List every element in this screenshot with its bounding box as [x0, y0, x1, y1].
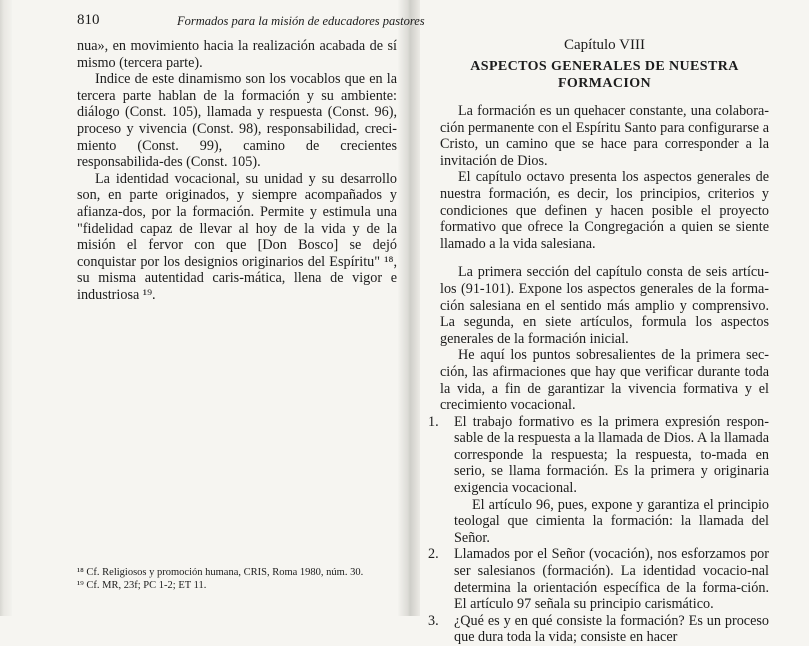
left-page [62, 0, 425, 616]
chapter-title-line: ASPECTOS GENERALES DE NUESTRA [470, 59, 739, 74]
running-head-title: Formados para la misión de educadores pastores [177, 14, 425, 28]
paragraph: El capítulo octavo presenta los aspectos generales de nuestra formación, es decir, los principios, criterios y condiciones que definen y hacen posible el proyecto formativo que ofrece la Congregación a quien se siente llamado a la vida salesiana. [440, 169, 769, 252]
paragraph: Indice de este dinamismo son los vocablos que en la tercera parte hablan de la formación y su ambiente: diálogo (Const. 105), llamada y respuesta (Const. 96), proceso y vivencia (Const. 98), responsabilidad, creci-miento (Const. 99), camino de crecientes responsabilida-des (Const. 105). [77, 71, 397, 171]
page-number: 810 [77, 12, 100, 28]
page-edge-shadow [0, 0, 12, 616]
book-gutter [398, 0, 420, 616]
chapter-title-line: FORMACION [557, 76, 652, 91]
list-item [428, 612, 769, 646]
paragraph: nua», en movimiento hacia la realización acabada de sí mismo (tercera parte). [77, 38, 397, 71]
list-text: El trabajo formativo es la primera expresión respon-sable de la respuesta a la llamada de Dios. A la llamada corresponde la respuesta; la respuesta, to-mada en serio, se llama formación. Es la primera y originaria exigencia vocacional. [454, 413, 769, 497]
footnote: ¹⁸ Cf. Religiosos y promoción humana, CRIS, Roma 1980, núm. 30. [77, 567, 364, 578]
paragraph: La primera sección del capítulo consta de seis artícu-los (91-101). Expone los aspectos generales de la forma-ción salesiana en el sentido más amplio y comprensivo. La segunda, en siete artículos, formula los aspectos generales de la formación inicial. [440, 264, 769, 347]
paragraph: La identidad vocacional, su unidad y su desarrollo son, en parte originados, y siempre acompañados y afianza-dos, por la formación. Permite y estimula una "fidelidad capaz de llevar al hoy de la vida y de la misión el fervor con que [Don Bosco] se dejó conquistar por los designios originarios del Espíritu" ¹⁸, su misma autentidad caris-mática, llena de vigor e industriosa ¹⁹. [77, 170, 397, 303]
right-page [428, 0, 769, 646]
list-number: 1. [428, 413, 439, 430]
list-number: 2. [428, 546, 439, 563]
right-page-body [428, 103, 769, 646]
chapter-title [440, 58, 769, 92]
list-text: Llamados por el Señor (vocación), nos esforzamos por ser salesianos (formación). La identidad vocacio-nal determina la orientación específica de la forma-ción. El artículo 97 señala su principio carismático. [454, 546, 769, 613]
paragraph: La formación es un quehacer constante, una colabora-ción permanente con el Espíritu Santo para configurarse a Cristo, un camino que se hace para corresponder a la invitación de Dios. [440, 103, 769, 169]
list-item [428, 546, 769, 613]
list-text: ¿Qué es y en qué consiste la formación? Es un proceso que dura toda la vida; consiste en hacer [454, 612, 769, 646]
list-text-continuation: El artículo 96, pues, expone y garantiza el principio teologal que cimienta la formación: la llamada del Señor. [454, 496, 769, 546]
footnote: ¹⁹ Cf. MR, 23f; PC 1-2; ET 11. [77, 579, 207, 591]
paragraph: He aquí los puntos sobresalientes de la primera sec-ción, las afirmaciones que hay que verificar durante toda la vida, a fin de garantizar la vivencia formativa y el crecimiento vocacional. [440, 347, 769, 414]
left-page-body [77, 38, 397, 304]
running-head [77, 12, 425, 32]
list-item [428, 413, 769, 547]
list-number: 3. [428, 612, 439, 629]
chapter-label: Capítulo VIII [564, 37, 645, 53]
footnotes [77, 567, 397, 592]
